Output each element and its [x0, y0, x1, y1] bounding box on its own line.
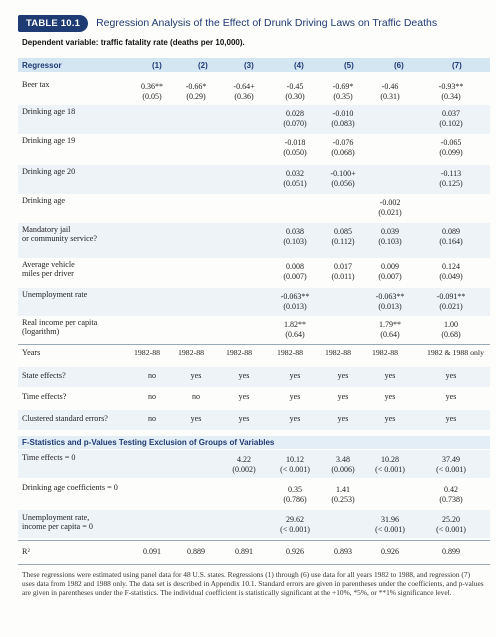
p-value: (0.253): [331, 495, 355, 504]
years-value: 1982-88: [325, 348, 351, 357]
fstat-cell: [370, 515, 410, 535]
row-label: Drinking age 18: [22, 107, 76, 116]
divider: [18, 564, 490, 565]
standard-error: (0.056): [331, 179, 355, 188]
effects-value: yes: [190, 371, 202, 380]
standard-error: (0.070): [283, 119, 307, 128]
row-label: Clustered standard errors?: [22, 414, 108, 423]
effects-value: no: [148, 392, 156, 401]
effects-value: yes: [238, 392, 250, 401]
standard-error: (0.103): [378, 237, 402, 246]
standard-error: (0.68): [441, 330, 461, 339]
coefficient-cell: [431, 262, 471, 282]
standard-error: (0.007): [378, 272, 402, 281]
p-value: (< 0.001): [436, 525, 466, 534]
standard-error: (0.30): [285, 92, 305, 101]
coefficient-cell: [370, 262, 410, 282]
coefficient-cell: [176, 82, 216, 102]
fstat-cell: [323, 485, 363, 505]
column-header-6: (6): [394, 61, 404, 70]
r-squared-row: [18, 547, 490, 561]
row-label: Drinking age: [22, 196, 65, 205]
coefficient-value: -0.100+: [330, 169, 356, 178]
r-squared-value: 0.926: [381, 547, 399, 556]
fstat-row: [18, 513, 490, 539]
row-label: State effects?: [22, 371, 66, 380]
effects-value: yes: [289, 371, 301, 380]
coefficient-value: -0.66*: [185, 82, 207, 91]
column-header-7: (7): [452, 61, 462, 70]
coefficient-row: [18, 196, 490, 222]
fstat-value: 31.96: [381, 515, 399, 524]
effects-value: yes: [445, 414, 457, 423]
standard-error: (0.36): [234, 92, 254, 101]
row-label: Time effects = 0: [22, 453, 76, 462]
r-squared-value: 0.899: [442, 547, 460, 556]
coefficient-value: 0.36**: [141, 82, 163, 91]
table-note: These regressions were estimated using panel data for 48 U.S. states. Regressions (1) through (6) use data for all years 1982 to 1988, and regression (7) uses data from 1982 and 1988 only. The data set is described in Appendix 10.1. Standard errors are given in parentheses under the coefficients, and p-values are given in parentheses under the F-statistics. The individual coefficient is statistically significant at the +10%, *5%, or **1% significance level.: [22, 570, 484, 597]
coefficient-value: 0.124: [442, 262, 460, 271]
coefficient-row: [18, 225, 490, 251]
coefficient-cell: [370, 82, 410, 102]
r-squared-value: 0.091: [143, 547, 161, 556]
fstat-row: [18, 483, 490, 509]
standard-error: (0.35): [333, 92, 353, 101]
years-value: 1982 & 1988 only: [427, 348, 484, 357]
effects-value: yes: [238, 371, 250, 380]
effects-value: yes: [384, 371, 396, 380]
column-header-3: (3): [244, 61, 254, 70]
r-squared-value: 0.926: [286, 547, 304, 556]
coefficient-row: [18, 136, 490, 162]
coefficient-cell: [431, 320, 471, 340]
column-header-5: (5): [344, 61, 354, 70]
coefficient-value: -0.091**: [436, 292, 466, 301]
coefficient-cell: [323, 262, 363, 282]
coefficient-cell: [132, 82, 172, 102]
effects-value: no: [148, 371, 156, 380]
fstat-cell: [275, 515, 315, 535]
coefficient-cell: [275, 109, 315, 129]
effects-value: yes: [190, 414, 202, 423]
p-value: (< 0.001): [436, 465, 466, 474]
coefficient-cell: [431, 292, 471, 312]
standard-error: (0.013): [283, 302, 307, 311]
coefficient-cell: [275, 138, 315, 158]
standard-error: (0.051): [283, 179, 307, 188]
coefficient-cell: [370, 292, 410, 312]
coefficient-row: [18, 290, 490, 316]
coefficient-cell: [431, 227, 471, 247]
fstat-value: 37.49: [442, 455, 460, 464]
years-value: 1982-88: [277, 348, 303, 357]
fstat-cell: [431, 485, 471, 505]
coefficient-value: 0.009: [381, 262, 399, 271]
p-value: (< 0.001): [280, 525, 310, 534]
fstat-value: 29.62: [286, 515, 304, 524]
coefficient-cell: [370, 227, 410, 247]
standard-error: (0.34): [441, 92, 461, 101]
coefficient-value: 0.039: [381, 227, 399, 236]
standard-error: (0.083): [331, 119, 355, 128]
fstat-cell: [370, 455, 410, 475]
coefficient-value: -0.64+: [233, 82, 255, 91]
row-label: Years: [22, 348, 41, 357]
row-label: Drinking age coefficients = 0: [22, 483, 118, 492]
coefficient-value: 0.037: [442, 109, 460, 118]
coefficient-value: 0.038: [286, 227, 304, 236]
coefficient-cell: [275, 292, 315, 312]
divider: [18, 540, 490, 541]
table-header: [18, 14, 490, 32]
column-header-row: [18, 58, 490, 72]
coefficient-cell: [275, 262, 315, 282]
coefficient-cell: [224, 82, 264, 102]
standard-error: (0.021): [439, 302, 463, 311]
fstat-cell: [275, 455, 315, 475]
coefficient-cell: [275, 227, 315, 247]
r-squared-value: 0.893: [334, 547, 352, 556]
effects-value: yes: [238, 414, 250, 423]
row-label: Time effects?: [22, 392, 67, 401]
coefficient-cell: [431, 82, 471, 102]
effects-row: [18, 414, 490, 428]
years-value: 1982-88: [134, 348, 160, 357]
effects-value: yes: [337, 371, 349, 380]
coefficient-cell: [323, 169, 363, 189]
standard-error: (0.013): [378, 302, 402, 311]
standard-error: (0.112): [331, 237, 355, 246]
coefficient-row: [18, 80, 490, 106]
coefficient-cell: [323, 227, 363, 247]
effects-value: yes: [384, 414, 396, 423]
table-title: Regression Analysis of the Effect of Drunk Driving Laws on Traffic Deaths: [96, 17, 438, 29]
row-label: Drinking age 19: [22, 136, 76, 145]
years-value: 1982-88: [178, 348, 204, 357]
coefficient-cell: [323, 138, 363, 158]
effects-value: yes: [289, 414, 301, 423]
row-label: Mandatory jail or community service?: [22, 225, 98, 243]
fstat-row: [18, 453, 490, 479]
row-label: Beer tax: [22, 80, 50, 89]
effects-value: yes: [384, 392, 396, 401]
years-value: 1982-88: [226, 348, 252, 357]
coefficient-cell: [275, 320, 315, 340]
coefficient-value: 1.82**: [284, 320, 306, 329]
column-header-4: (4): [294, 61, 304, 70]
dependent-variable: Dependent variable: traffic fatality rate (deaths per 10,000).: [22, 38, 245, 47]
coefficient-cell: [370, 320, 410, 340]
standard-error: (0.050): [283, 148, 307, 157]
effects-value: no: [148, 414, 156, 423]
standard-error: (0.64): [380, 330, 400, 339]
coefficient-value: 0.008: [286, 262, 304, 271]
standard-error: (0.102): [439, 119, 463, 128]
fstat-value: 25.20: [442, 515, 460, 524]
coefficient-value: -0.063**: [375, 292, 405, 301]
coefficient-cell: [323, 109, 363, 129]
coefficient-row: [18, 318, 490, 344]
coefficient-row: [18, 167, 490, 193]
coefficient-value: -0.010: [332, 109, 354, 118]
coefficient-value: 0.085: [334, 227, 352, 236]
fstat-value: 10.28: [381, 455, 399, 464]
coefficient-value: -0.113: [440, 169, 462, 178]
p-value: (< 0.001): [375, 465, 405, 474]
coefficient-row: [18, 260, 490, 286]
column-header-2: (2): [198, 61, 208, 70]
effects-row: [18, 371, 490, 385]
fstat-value: 1.41: [336, 485, 350, 494]
column-header-1: (1): [152, 61, 162, 70]
years-row: [18, 348, 490, 362]
effects-row: [18, 392, 490, 406]
fstat-cell: [224, 455, 264, 475]
p-value: (0.786): [283, 495, 307, 504]
fstat-header: F-Statistics and p-Values Testing Exclusion of Groups of Variables: [18, 436, 490, 449]
standard-error: (0.103): [283, 237, 307, 246]
fstat-value: 4.22: [237, 455, 251, 464]
table-tag: TABLE 10.1: [18, 15, 88, 32]
standard-error: (0.05): [142, 92, 162, 101]
effects-value: no: [192, 392, 200, 401]
fstat-value: 0.42: [444, 485, 458, 494]
row-label: Unemployment rate: [22, 290, 88, 299]
standard-error: (0.099): [439, 148, 463, 157]
coefficient-row: [18, 107, 490, 133]
years-value: 1982-88: [372, 348, 398, 357]
p-value: (< 0.001): [280, 465, 310, 474]
fstat-cell: [323, 455, 363, 475]
coefficient-cell: [431, 109, 471, 129]
effects-value: yes: [289, 392, 301, 401]
effects-value: yes: [445, 392, 457, 401]
p-value: (0.002): [232, 465, 256, 474]
row-label: R²: [22, 547, 30, 556]
fstat-cell: [431, 455, 471, 475]
coefficient-value: -0.69*: [332, 82, 354, 91]
coefficient-value: -0.063**: [280, 292, 310, 301]
row-label: Real income per capita (logarithm): [22, 318, 98, 336]
effects-value: yes: [337, 414, 349, 423]
coefficient-value: -0.065: [440, 138, 462, 147]
coefficient-cell: [431, 169, 471, 189]
fstat-value: 0.35: [288, 485, 302, 494]
row-label: Unemployment rate, income per capita = 0: [22, 513, 93, 531]
coefficient-value: -0.018: [284, 138, 306, 147]
standard-error: (0.049): [439, 272, 463, 281]
p-value: (0.738): [439, 495, 463, 504]
coefficient-value: -0.076: [332, 138, 354, 147]
coefficient-cell: [275, 169, 315, 189]
divider: [18, 344, 490, 345]
standard-error: (0.64): [285, 330, 305, 339]
standard-error: (0.007): [283, 272, 307, 281]
coefficient-cell: [275, 82, 315, 102]
standard-error: (0.164): [439, 237, 463, 246]
standard-error: (0.125): [439, 179, 463, 188]
coefficient-value: -0.45: [286, 82, 304, 91]
r-squared-value: 0.891: [235, 547, 253, 556]
effects-value: yes: [445, 371, 457, 380]
standard-error: (0.068): [331, 148, 355, 157]
column-header-regressor: Regressor: [22, 61, 62, 70]
coefficient-value: 0.028: [286, 109, 304, 118]
row-label: Average vehicle miles per driver: [22, 260, 75, 278]
coefficient-value: 0.089: [442, 227, 460, 236]
coefficient-value: 0.032: [286, 169, 304, 178]
coefficient-cell: [431, 138, 471, 158]
coefficient-value: 0.017: [334, 262, 352, 271]
r-squared-value: 0.889: [187, 547, 205, 556]
standard-error: (0.011): [331, 272, 355, 281]
standard-error: (0.29): [186, 92, 206, 101]
coefficient-value: -0.002: [379, 198, 401, 207]
coefficient-cell: [370, 198, 410, 218]
p-value: (0.006): [331, 465, 355, 474]
fstat-cell: [431, 515, 471, 535]
fstat-value: 10.12: [286, 455, 304, 464]
coefficient-value: 1.79**: [379, 320, 401, 329]
standard-error: (0.31): [380, 92, 400, 101]
coefficient-value: -0.93**: [438, 82, 464, 91]
effects-value: yes: [337, 392, 349, 401]
coefficient-value: 1.00: [444, 320, 458, 329]
p-value: (< 0.001): [375, 525, 405, 534]
standard-error: (0.021): [378, 208, 402, 217]
coefficient-value: -0.46: [381, 82, 399, 91]
fstat-cell: [275, 485, 315, 505]
row-label: Drinking age 20: [22, 167, 76, 176]
fstat-value: 3.48: [336, 455, 350, 464]
coefficient-cell: [323, 82, 363, 102]
